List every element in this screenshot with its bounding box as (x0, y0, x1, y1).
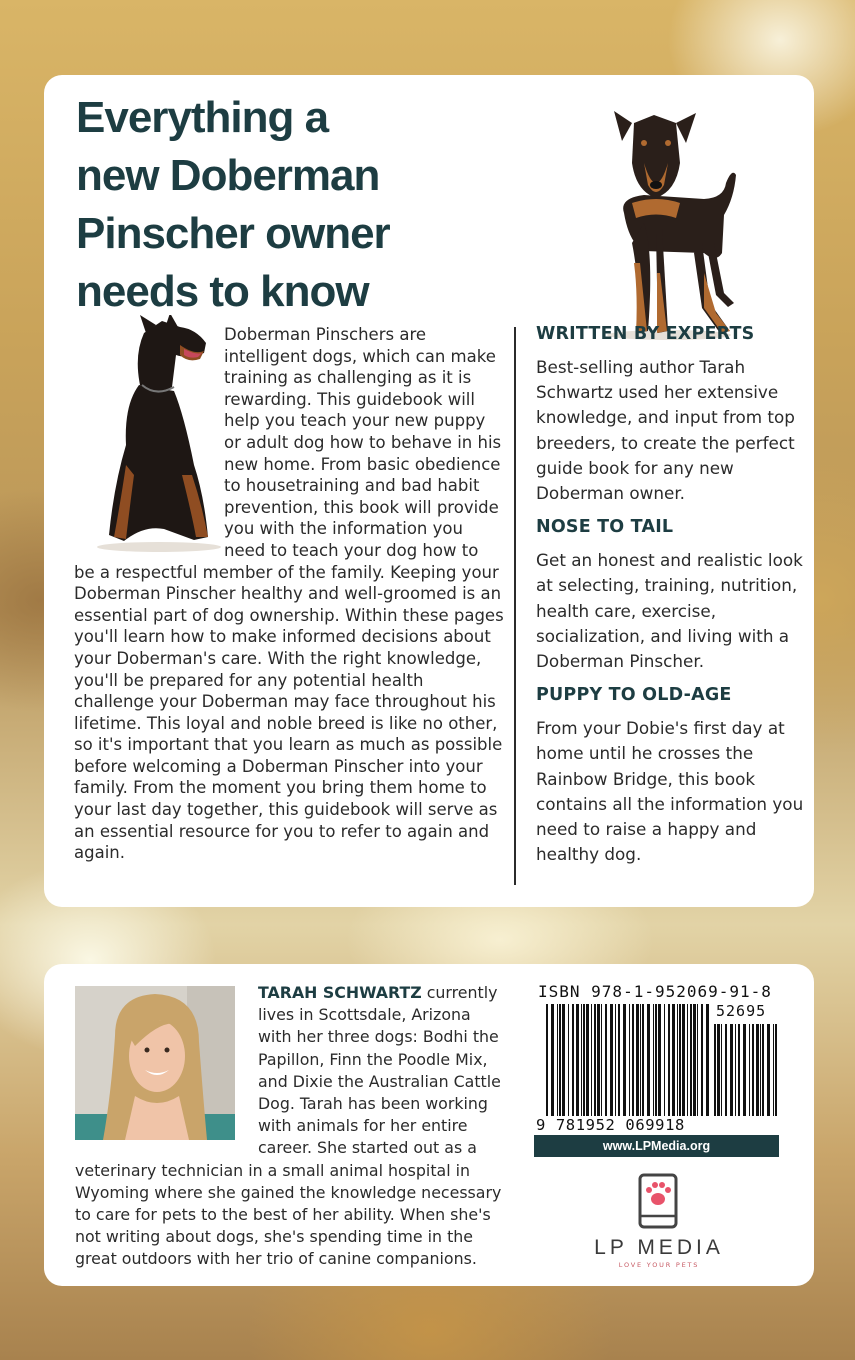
barcode-bar (615, 1004, 616, 1116)
puppy-photo (584, 103, 754, 343)
section-text-experts: Best-selling author Tarah Schwartz used her extensive knowledge, and input from top breeders, to create the perfect guide book for any new Doberman owner. (536, 357, 795, 504)
barcode-bar (653, 1004, 654, 1116)
barcode-bar (682, 1004, 685, 1116)
barcode-bar (717, 1024, 720, 1116)
barcode-bar (562, 1004, 565, 1116)
headline-line: Everything a (76, 93, 329, 142)
isbn-label: ISBN 978-1-952069-91-8 (538, 982, 772, 1001)
description-card (44, 75, 814, 907)
barcode-bar (693, 1004, 696, 1116)
book-paw-icon (637, 1172, 679, 1230)
barcode-bar (658, 1004, 661, 1116)
barcode-bar (664, 1004, 665, 1116)
barcode-bar (557, 1004, 558, 1116)
barcode-bar (730, 1024, 733, 1116)
barcode-bar (636, 1004, 639, 1116)
barcode-bar (594, 1004, 596, 1116)
author-card (44, 964, 814, 1286)
description-body: Doberman Pinschers are intelligent dogs, which can make training as challenging as it is rewarding. This guidebook will help you teach your new puppy or adult dog how to behave in his new home. From basic obedience to housetraining and bad habit prevention, this book will provide you with the information you need to teach your dog how to be a respectful member of the family. Keeping your Doberman Pinscher healthy and well-groomed is an essential part of dog ownership. Within these pages you'll learn how to make informed decisions about your Doberman's care. With the right knowledge, you'll be prepared for any potential health challenge your Doberman may face throughout his lifetime. This loyal and noble breed is like no other, so it's important that you learn as much as possible before welcoming a Doberman Pinscher into your family. From the moment you bring them home to your last day together, this guidebook will serve as an essential resource for you to refer to again and again. (74, 325, 504, 863)
image-wrap-spacer (74, 324, 224, 556)
barcode-bar (690, 1004, 692, 1116)
barcode-bar (572, 1004, 574, 1116)
barcode-bar (756, 1024, 759, 1116)
publisher-logo (584, 1172, 734, 1272)
section-text-puppy-to-old-age: From your Dobie's first day at home until he crosses the Rainbow Bridge, this book contains all the information you need to raise a happy and healthy dog. (536, 718, 804, 865)
barcode-bar (568, 1004, 569, 1116)
barcode-bar (762, 1024, 764, 1116)
isbn-barcode (536, 982, 786, 1132)
barcode-bar (618, 1004, 620, 1116)
barcode-bar (601, 1004, 602, 1116)
barcode-bar (677, 1004, 678, 1116)
barcode-bar (605, 1004, 607, 1116)
barcode-bar (749, 1024, 750, 1116)
barcode-bars (546, 1004, 711, 1124)
publisher-tagline: LOVE YOUR PETS (618, 1261, 700, 1269)
barcode-bar (591, 1004, 592, 1116)
barcode-bar (760, 1024, 761, 1116)
section-heading-experts: WRITTEN BY EXPERTS (536, 324, 755, 344)
barcode-bar (735, 1024, 736, 1116)
author-name: TARAH SCHWARTZ (258, 983, 422, 1002)
column-divider (514, 327, 516, 885)
barcode-bar (629, 1004, 630, 1116)
barcode-bar (738, 1024, 740, 1116)
barcode-bar (752, 1024, 754, 1116)
barcode-bar (721, 1024, 722, 1116)
barcode-bar (576, 1004, 579, 1116)
barcode-bar (701, 1004, 703, 1116)
features-column (536, 321, 804, 875)
headline (76, 89, 476, 321)
barcode-bar (581, 1004, 582, 1116)
headline-line: needs to know (76, 267, 369, 316)
barcode-bar (655, 1004, 657, 1116)
section-text-nose-to-tail: Get an honest and realistic look at selecting, training, nutrition, health care, exercise, socialization, and living with a Doberman Pinscher. (536, 550, 803, 672)
barcode-bar (679, 1004, 681, 1116)
description-text (74, 324, 504, 864)
barcode-bar (647, 1004, 650, 1116)
section-heading-puppy-to-old-age: PUPPY TO OLD-AGE (536, 685, 732, 706)
barcode-bar (632, 1004, 634, 1116)
barcode-bar (583, 1004, 585, 1116)
barcode-bar (743, 1024, 746, 1116)
barcode-bar (773, 1024, 774, 1116)
publisher-url[interactable]: www.LPMedia.org (534, 1135, 779, 1157)
barcode-bar (610, 1004, 613, 1116)
barcode-addon-bars (714, 1024, 780, 1124)
barcode-bar (697, 1004, 698, 1116)
section-heading-nose-to-tail: NOSE TO TAIL (536, 517, 674, 538)
photo-wrap-spacer (75, 982, 258, 1139)
barcode-bar (623, 1004, 626, 1116)
author-bio-text: currently lives in Scottsdale, Arizona with her three dogs: Bodhi the Papillon, Finn the Poodle Mix, and Dixie the Australian Cattle Dog. Tarah has been working with animals for her entire career. She started out as a veterinary technician in a small animal hospital in Wyoming where she gained the knowledge necessary to care for pets to the best of her ability. When she's not writing about dogs, she's spending time in the great outdoors with her trio of canine companions. (75, 983, 502, 1269)
barcode-bar (586, 1004, 589, 1116)
barcode-bar (767, 1024, 770, 1116)
barcode-bar (672, 1004, 675, 1116)
author-bio (75, 982, 507, 1271)
publisher-name: LP MEDIA (594, 1236, 724, 1259)
headline-line: new Doberman (76, 151, 380, 200)
barcode-bar (725, 1024, 727, 1116)
headline-line: Pinscher owner (76, 209, 390, 258)
barcode-bar (687, 1004, 688, 1116)
barcode-bar (668, 1004, 670, 1116)
barcode-bar (597, 1004, 600, 1116)
barcode-bar (551, 1004, 554, 1116)
barcode-bar (640, 1004, 641, 1116)
barcode-bar (706, 1004, 709, 1116)
barcode-bar (714, 1024, 716, 1116)
barcode-bar (775, 1024, 777, 1116)
barcode-number: 9 781952 069918 (536, 1116, 685, 1134)
barcode-bar (546, 1004, 548, 1116)
price-code: 52695 (716, 1002, 767, 1020)
barcode-bar (559, 1004, 561, 1116)
barcode-bar (642, 1004, 644, 1116)
